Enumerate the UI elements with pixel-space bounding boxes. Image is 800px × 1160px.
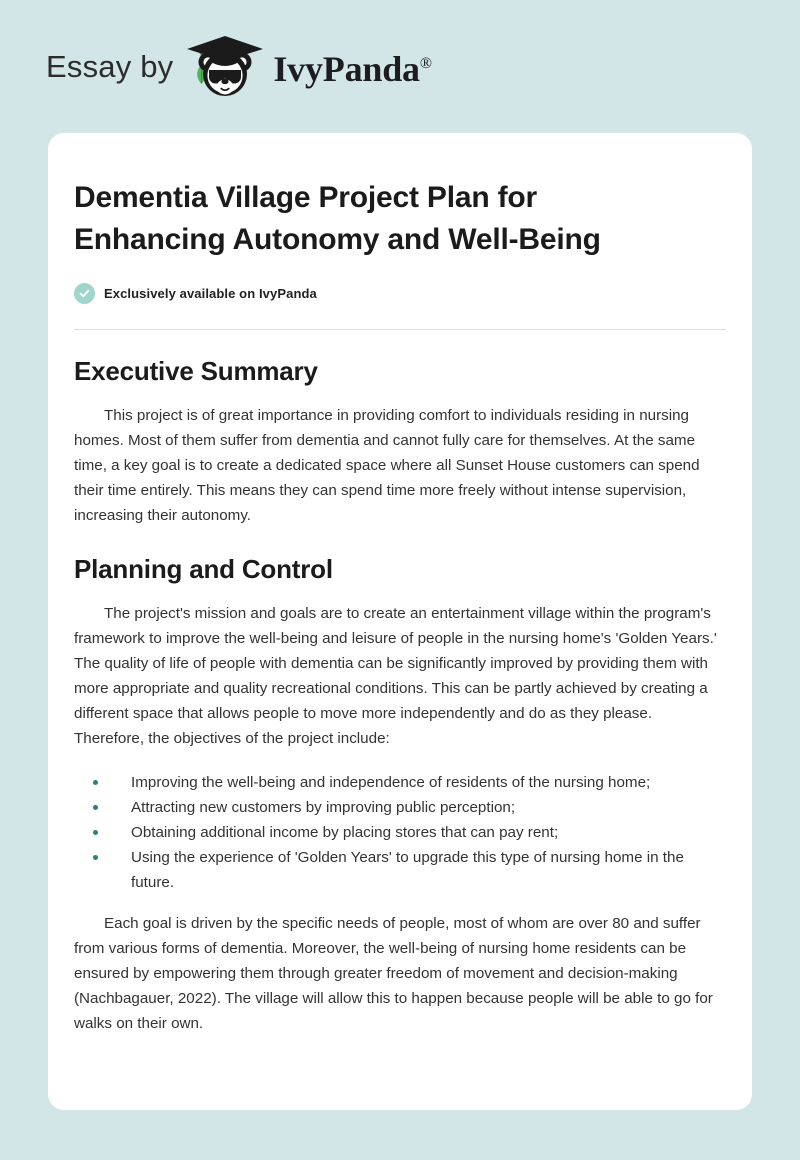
list-item: Improving the well-being and independence of residents of the nursing home;: [74, 770, 726, 795]
essay-by-label: Essay by: [46, 49, 174, 84]
brand-header: [0, 0, 800, 133]
title-divider: [74, 329, 726, 330]
page-title: Dementia Village Project Plan for Enhancing Autonomy and Well-Being: [74, 181, 601, 256]
objectives-list: [74, 770, 726, 895]
registered-mark: ®: [419, 54, 432, 72]
ivypanda-logo[interactable]: [183, 32, 431, 102]
section-paragraph: The project's mission and goals are to create an entertainment village within the program's framework to improve the well-being and leisure of people in the nursing home's 'Golden Years.' The quality of life of people with dementia can be significantly improved by providing them with more appropriate and quality recreational conditions. This can be partly achieved by creating a different space that allows people to move more independently and do as they please. Therefore, the objectives of the project include:: [74, 605, 717, 747]
list-item: Using the experience of 'Golden Years' to upgrade this type of nursing home in the future.: [74, 845, 726, 895]
essay-card: [48, 133, 752, 1110]
section-executive-summary: [74, 355, 726, 528]
exclusive-label: Exclusively available on IvyPanda: [104, 286, 317, 301]
section-paragraph: This project is of great importance in providing comfort to individuals residing in nursing homes. Most of them suffer from dementia and cannot fully care for themselves. At the same time, a key goal is to create a dedicated space where all Sunset House customers can spend their time entirely. This means they can spend time more freely without intense supervision, increasing their autonomy.: [74, 407, 700, 524]
ivypanda-wordmark: [273, 48, 432, 89]
brand-name-text: IvyPanda: [273, 48, 420, 89]
section-heading: Planning and Control: [74, 554, 333, 584]
section-paragraph: Each goal is driven by the specific needs of people, most of whom are over 80 and suffer from various forms of dementia. Moreover, the well-being of nursing home residents can be ensured by empowering them through greater freedom of movement and decision-making (Nachbagauer, 2022). The village will allow this to happen because people will be able to go for walks on their own.: [74, 915, 713, 1032]
status-badge: [74, 283, 726, 304]
list-item: Attracting new customers by improving public perception;: [74, 795, 726, 820]
section-heading: Executive Summary: [74, 356, 318, 386]
section-planning-and-control: [74, 553, 726, 1036]
panda-graduation-cap-icon: [183, 32, 267, 102]
brand-lockup[interactable]: [46, 32, 432, 102]
check-circle-icon: [74, 283, 95, 304]
list-item: Obtaining additional income by placing stores that can pay rent;: [74, 820, 726, 845]
